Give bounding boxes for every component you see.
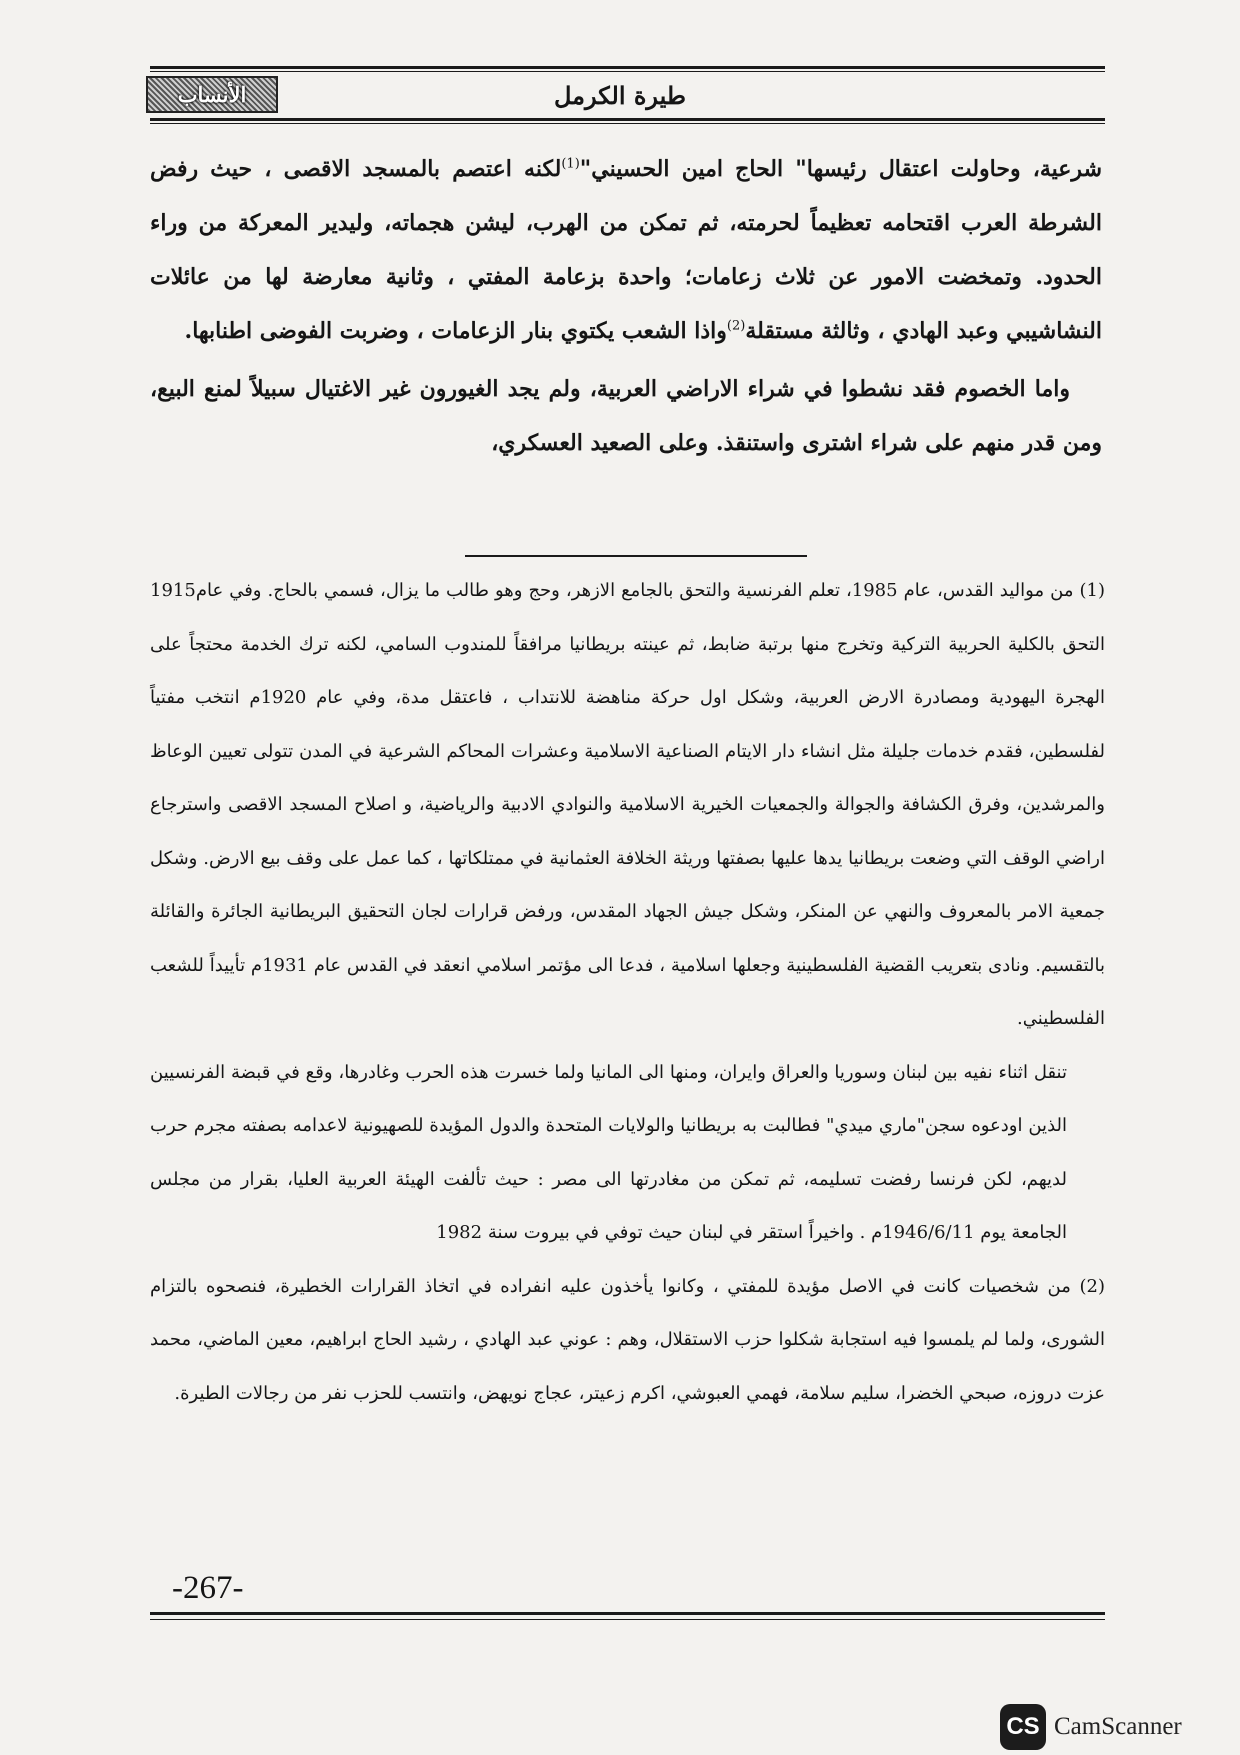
footnote-ref-1: (1)	[561, 156, 580, 172]
page-number: -267-	[172, 1570, 244, 1606]
camscanner-logo: CS	[1000, 1704, 1046, 1750]
header-rule-top-thin	[150, 71, 1105, 72]
footer-rule-bottom	[150, 1619, 1105, 1620]
main-text	[150, 142, 1102, 470]
header-rule-bottom-thin	[150, 123, 1105, 124]
footer-rule-top	[150, 1612, 1105, 1615]
camscanner-label: CamScanner	[1054, 1713, 1182, 1740]
footnote-1-text: من مواليد القدس، عام 1985، تعلم الفرنسية والتحق بالجامع الازهر، وحج وهو طالب ما يزال، فسمي بالحاج. وفي عام1915 التحق بالكلية الحربية التركية وتخرج منها برتبة ضابط، ثم عينته بريطانيا مرافقاً للمندوب السامي، لكنه ترك الخدمة محتجاً على الهجرة اليهودية ومصادرة الارض العربية، وشكل اول حركة مناهضة للانتداب ، فاعتقل مدة، وفي عام 1920م انتخب مفتياً لفلسطين، فقدم خدمات جليلة مثل انشاء دار الايتام الصناعية الاسلامية وعشرات المحاكم الشرعية في المدن تتولى تعيين الوعاظ والمرشدين، وفرق الكشافة والجوالة والجمعيات الخيرية الاسلامية والنوادي الادبية والرياضية، و اصلاح المسجد الاقصى واسترجاع اراضي الوقف التي وضعت بريطانيا يدها عليها بصفتها وريثة الخلافة العثمانية في ممتلكاتها ، كما عمل على وقف بيع الارض. وشكل جمعية الامر بالمعروف والنهي عن المنكر، وشكل جيش الجهاد المقدس، ورفض قرارات لجان التحقيق البريطانية الجائرة والقائلة بالتقسيم. ونادى بتعريب القضية الفلسطينية وجعلها اسلامية ، فدعا الى مؤتمر اسلامي انعقد في القدس عام 1931م تأييداً للشعب الفلسطيني.	[150, 580, 1106, 1029]
footnote-2	[150, 1260, 1105, 1421]
paragraph-1-part-2: لكنه اعتصم بالمسجد الاقصى ، حيث رفض الشرطة العرب اقتحامه تعظيماً لحرمته، ثم تمكن من الهرب، ليشن هجماته، وليدير المعركة من وراء الحدود. وتمخضت الامور عن ثلاث زعامات؛ واحدة بزعامة المفتي ، وثانية معارضة لها من عائلات النشاشيبي وعبد الهادي ، وثالثة مستقلة	[150, 156, 1102, 344]
footnote-1-number: (1)	[1079, 580, 1105, 601]
footnote-1	[150, 564, 1105, 1046]
footnote-separator	[465, 555, 807, 557]
section-label-box	[146, 76, 278, 113]
header-rule-bottom	[150, 118, 1105, 121]
section-label: الأنساب	[177, 82, 247, 107]
footnote-ref-2: (2)	[726, 318, 746, 334]
paragraph-1	[150, 142, 1102, 358]
paragraph-1-part-3: واذا الشعب يكتوي بنار الزعامات ، وضربت الفوضى اطنابها.	[184, 318, 727, 344]
paragraph-2: واما الخصوم فقد نشطوا في شراء الاراضي العربية، ولم يجد الغيورون غير الاغتيال سبيلاً لمنع البيع، ومن قدر منهم على شراء اشترى واستنقذ. وعلى الصعيد العسكري،	[150, 376, 1102, 456]
running-title: طيرة الكرمل	[553, 81, 687, 110]
footnote-2-number: (2)	[1079, 1275, 1105, 1297]
header-rule-top	[150, 66, 1105, 69]
footnotes	[150, 564, 1105, 1420]
footnote-1-continuation: تنقل اثناء نفيه بين لبنان وسوريا والعراق وايران، ومنها الى المانيا ولما خسرت هذه الحرب وغادرها، وقع في قبضة الفرنسيين الذين اودعوه سجن"ماري ميدي" فطالبت به بريطانيا والولايات المتحدة والدول المؤيدة للصهيونية لاعدامه بصفته مجرم حرب لديهم، لكن فرنسا رفضت تسليمه، ثم تمكن من مغادرتها الى مصر : حيث تألفت الهيئة العربية العليا، بقرار من مجلس الجامعة يوم 1946/6/11م . واخيراً استقر في لبنان حيث توفي في بيروت سنة 1982	[150, 1061, 1068, 1243]
paragraph-1-part-1: شرعية، وحاولت اعتقال رئيسها" الحاج امين الحسيني"	[579, 156, 1103, 182]
camscanner-watermark	[1000, 1704, 1182, 1750]
footnote-2-text: من شخصيات كانت في الاصل مؤيدة للمفتي ، وكانوا يأخذون عليه انفراده في اتخاذ القرارات الخطيرة، فنصحوه بالتزام الشورى، ولما لم يلمسوا فيه استجابة شكلوا حزب الاستقلال، وهم : عوني عبد الهادي ، رشيد الحاج ابراهيم، معين الماضي، محمد عزت دروزه، صبحي الخضرا، سليم سلامة، فهمي العبوشي، اكرم زعيتر، عجاج نويهض، وانتسب للحزب نفر من رجالات الطيرة.	[150, 1275, 1105, 1404]
